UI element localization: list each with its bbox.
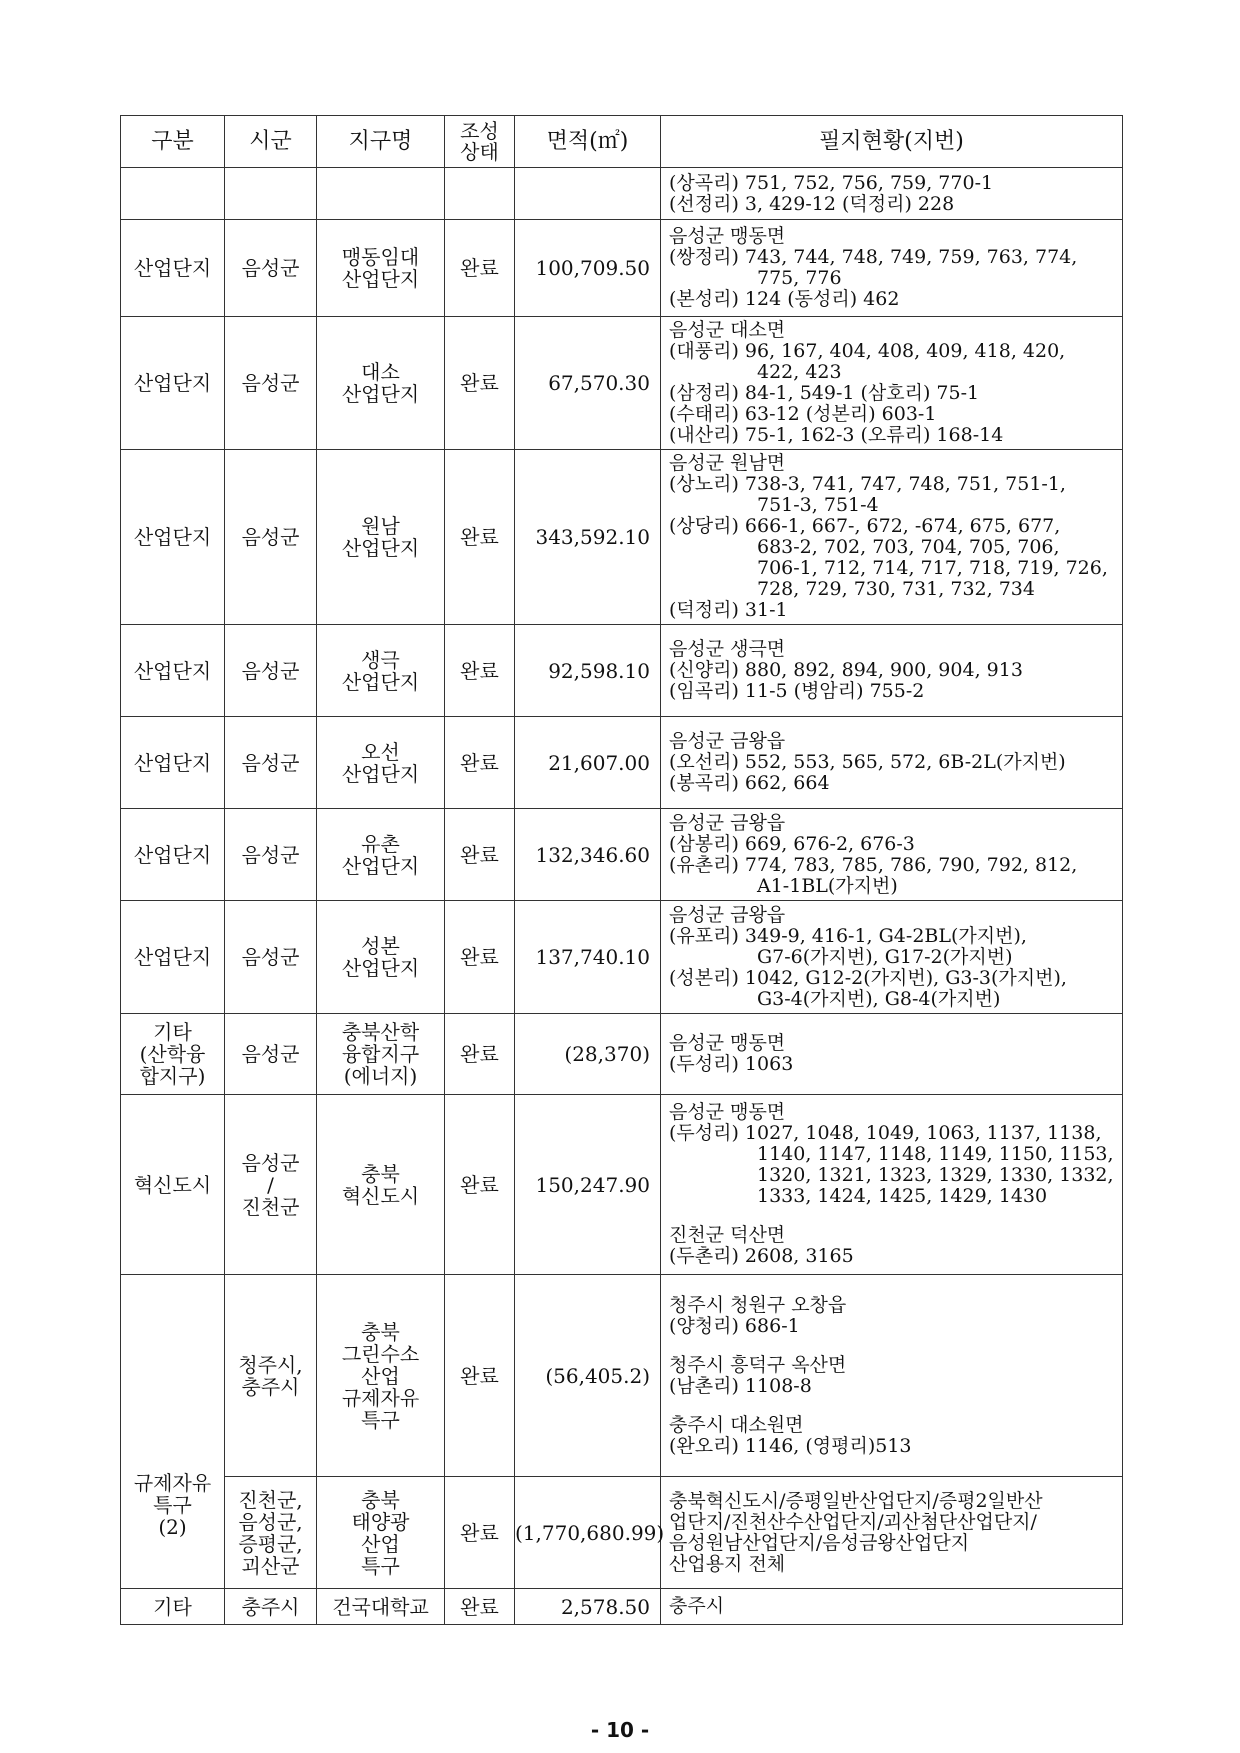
header-city: 시군 — [225, 116, 317, 168]
parcel-line — [669, 1207, 1114, 1225]
cell-district: 충북산학 융합지구 (에너지) — [317, 1014, 445, 1095]
parcel-line: (쌍정리) 743, 744, 748, 749, 759, 763, 774, — [669, 246, 1078, 268]
cell-category: 산업단지 — [121, 717, 225, 809]
cell-district: 충북 태양광 산업 특구 — [317, 1477, 445, 1589]
parcel-line: (본성리) 124 (동성리) 462 — [669, 288, 900, 310]
parcel-line: 청주시 청원구 오창읍 — [669, 1293, 847, 1316]
cell-status: 완료 — [445, 809, 515, 901]
cell-parcels — [661, 717, 1123, 809]
cell-district: 오선 산업단지 — [317, 717, 445, 809]
parcel-line: 음성군 맹동면 — [669, 1032, 786, 1054]
cell-city: 진천군, 음성군, 증평군, 괴산군 — [225, 1477, 317, 1589]
parcel-line: (두성리) 1027, 1048, 1049, 1063, 1137, 1138, — [669, 1122, 1102, 1144]
cell-category: 산업단지 — [121, 450, 225, 625]
parcel-line: 422, 423 — [757, 361, 842, 383]
parcel-line: 음성군 생극면 — [669, 638, 786, 660]
parcel-line: (완오리) 1146, (영평리)513 — [669, 1434, 912, 1457]
cell-area: (56,405.2) — [515, 1275, 661, 1477]
cell-area — [515, 168, 661, 220]
cell-parcels — [661, 1014, 1123, 1095]
cell-status: 완료 — [445, 317, 515, 450]
cell-status: 완료 — [445, 1014, 515, 1095]
cell-district: 건국대학교 — [317, 1589, 445, 1625]
parcel-line: (두촌리) 2608, 3165 — [669, 1245, 854, 1267]
cell-category: 기타 (산학융 합지구) — [121, 1014, 225, 1095]
table-row — [121, 1589, 1123, 1625]
cell-district: 충북 혁신도시 — [317, 1095, 445, 1275]
cell-parcels — [661, 450, 1123, 625]
cell-parcels — [661, 1095, 1123, 1275]
cell-status: 완료 — [445, 1095, 515, 1275]
parcel-line: 706-1, 712, 714, 717, 718, 719, 726, — [757, 557, 1108, 579]
cell-category: 기타 — [121, 1589, 225, 1625]
cell-city: 음성군 — [225, 809, 317, 901]
parcel-line: 업단지/진천산수산업단지/괴산첨단산업단지/ — [669, 1510, 1037, 1533]
cell-status: 완료 — [445, 450, 515, 625]
cell-area: 100,709.50 — [515, 220, 661, 317]
parcel-line: (상당리) 666-1, 667-, 672, -674, 675, 677, — [669, 515, 1061, 537]
table-row — [121, 809, 1123, 901]
cell-area: 150,247.90 — [515, 1095, 661, 1275]
parcel-line: 음성군 대소면 — [669, 319, 786, 341]
header-category: 구분 — [121, 116, 225, 168]
parcel-line: 청주시 흥덕구 옥산면 — [669, 1353, 847, 1376]
header-status: 조성 상태 — [445, 116, 515, 168]
cell-parcels — [661, 317, 1123, 450]
parcel-line: (봉곡리) 662, 664 — [669, 772, 830, 794]
table-row — [121, 717, 1123, 809]
cell-category: 산업단지 — [121, 809, 225, 901]
cell-area: (28,370) — [515, 1014, 661, 1095]
parcel-line: (선정리) 3, 429-12 (덕정리) 228 — [669, 192, 955, 215]
cell-parcels — [661, 809, 1123, 901]
cell-area: 137,740.10 — [515, 901, 661, 1014]
header-parcels: 필지현황(지번) — [661, 116, 1123, 168]
cell-category: 산업단지 — [121, 625, 225, 717]
cell-status: 완료 — [445, 1589, 515, 1625]
parcel-line: 진천군 덕산면 — [669, 1224, 786, 1246]
cell-parcels — [661, 625, 1123, 717]
parcel-line: G3-4(가지번), G8-4(가지번) — [757, 987, 1001, 1010]
table-row — [121, 450, 1123, 625]
cell-area: 2,578.50 — [515, 1589, 661, 1625]
parcel-line: (임곡리) 11-5 (병암리) 755-2 — [669, 680, 925, 702]
cell-area: 343,592.10 — [515, 450, 661, 625]
cell-category: 혁신도시 — [121, 1095, 225, 1275]
cell-area: 67,570.30 — [515, 317, 661, 450]
parcel-line: (삼봉리) 669, 676-2, 676-3 — [669, 832, 915, 855]
cell-city: 음성군 / 진천군 — [225, 1095, 317, 1275]
parcel-line: (신양리) 880, 892, 894, 900, 904, 913 — [669, 659, 1023, 681]
cell-city: 음성군 — [225, 901, 317, 1014]
cell-parcels — [661, 168, 1123, 220]
parcel-line: 산업용지 전체 — [669, 1552, 786, 1575]
parcel-line: 음성군 금왕읍 — [669, 903, 786, 926]
parcel-line: 음성군 금왕읍 — [669, 811, 786, 834]
cell-district: 생극 산업단지 — [317, 625, 445, 717]
parcel-line: (두성리) 1063 — [669, 1053, 794, 1075]
cell-district: 충북 그린수소 산업 규제자유 특구 — [317, 1275, 445, 1477]
cell-status: 완료 — [445, 901, 515, 1014]
cell-district — [317, 168, 445, 220]
cell-parcels — [661, 1275, 1123, 1477]
cell-area: 92,598.10 — [515, 625, 661, 717]
cell-category: 산업단지 — [121, 901, 225, 1014]
parcel-line: (남촌리) 1108-8 — [669, 1374, 812, 1397]
parcel-line — [669, 1337, 1114, 1355]
parcel-line: 음성원남산업단지/음성금왕산업단지 — [669, 1531, 970, 1554]
parcel-line: 충주시 대소원면 — [669, 1413, 804, 1436]
cell-category: 산업단지 — [121, 220, 225, 317]
parcel-line: 1333, 1424, 1425, 1429, 1430 — [757, 1185, 1048, 1207]
parcel-line: 음성군 원남면 — [669, 452, 786, 474]
table-row — [121, 168, 1123, 220]
table-row — [121, 1014, 1123, 1095]
header-district: 지구명 — [317, 116, 445, 168]
parcel-line: (유포리) 349-9, 416-1, G4-2BL(가지번), — [669, 924, 1027, 947]
parcel-line: 음성군 맹동면 — [669, 1101, 786, 1123]
parcel-line: 1320, 1321, 1323, 1329, 1330, 1332, — [757, 1164, 1114, 1186]
cell-category — [121, 168, 225, 220]
cell-city: 음성군 — [225, 1014, 317, 1095]
cell-city: 음성군 — [225, 625, 317, 717]
cell-district: 원남 산업단지 — [317, 450, 445, 625]
cell-parcels — [661, 220, 1123, 317]
table-row — [121, 1477, 1123, 1589]
cell-city: 청주시, 충주시 — [225, 1275, 317, 1477]
parcel-line: (유촌리) 774, 783, 785, 786, 790, 792, 812, — [669, 853, 1078, 876]
cell-district: 성본 산업단지 — [317, 901, 445, 1014]
cell-category: 규제자유 특구 (2) — [121, 1275, 225, 1589]
cell-status: 완료 — [445, 717, 515, 809]
cell-status — [445, 168, 515, 220]
parcel-line: 751-3, 751-4 — [757, 494, 879, 516]
cell-area: 132,346.60 — [515, 809, 661, 901]
cell-status: 완료 — [445, 1275, 515, 1477]
cell-parcels — [661, 1589, 1123, 1625]
parcel-line: 충북혁신도시/증평일반산업단지/증평2일반산 — [669, 1489, 1043, 1512]
cell-city: 음성군 — [225, 317, 317, 450]
parcel-line: (양청리) 686-1 — [669, 1314, 800, 1337]
cell-status: 완료 — [445, 1477, 515, 1589]
parcel-line: (삼정리) 84-1, 549-1 (삼호리) 75-1 — [669, 382, 980, 404]
parcel-line: (수태리) 63-12 (성본리) 603-1 — [669, 403, 937, 425]
cell-district: 대소 산업단지 — [317, 317, 445, 450]
parcel-line: (성본리) 1042, G12-2(가지번), G3-3(가지번), — [669, 966, 1067, 989]
cell-status: 완료 — [445, 220, 515, 317]
cell-area: 21,607.00 — [515, 717, 661, 809]
table-row — [121, 1095, 1123, 1275]
cell-city — [225, 168, 317, 220]
header-row — [121, 116, 1123, 168]
header-area: 면적(㎡) — [515, 116, 661, 168]
parcel-line: A1-1BL(가지번) — [757, 874, 898, 897]
cell-city: 충주시 — [225, 1589, 317, 1625]
page-number: - 10 - — [590, 1718, 650, 1742]
table-row — [121, 1275, 1123, 1477]
parcel-line — [669, 1397, 1114, 1415]
cell-city: 음성군 — [225, 450, 317, 625]
parcel-line: (덕정리) 31-1 — [669, 599, 788, 621]
cell-city: 음성군 — [225, 220, 317, 317]
parcel-line: (내산리) 75-1, 162-3 (오류리) 168-14 — [669, 424, 1004, 446]
cell-area: (1,770,680.99) — [515, 1477, 661, 1589]
table-row — [121, 317, 1123, 450]
parcel-line: 775, 776 — [757, 267, 842, 289]
parcel-line: 음성군 맹동면 — [669, 225, 786, 247]
parcel-line: G7-6(가지번), G17-2(가지번) — [757, 945, 1013, 968]
parcel-line: (상노리) 738-3, 741, 747, 748, 751, 751-1, — [669, 473, 1066, 495]
cell-district: 유촌 산업단지 — [317, 809, 445, 901]
cell-district: 맹동임대 산업단지 — [317, 220, 445, 317]
table-row — [121, 220, 1123, 317]
cell-parcels — [661, 901, 1123, 1014]
cell-city: 음성군 — [225, 717, 317, 809]
parcel-line: (오선리) 552, 553, 565, 572, 6B-2L(가지번) — [669, 751, 1066, 773]
table-row — [121, 625, 1123, 717]
table-row — [121, 901, 1123, 1014]
parcel-line: 728, 729, 730, 731, 732, 734 — [757, 578, 1035, 600]
parcel-line: 683-2, 702, 703, 704, 705, 706, — [757, 536, 1060, 558]
parcel-line: (상곡리) 751, 752, 756, 759, 770-1 — [669, 171, 994, 194]
cell-parcels — [661, 1477, 1123, 1589]
cell-category: 산업단지 — [121, 317, 225, 450]
cell-status: 완료 — [445, 625, 515, 717]
parcel-line: 음성군 금왕읍 — [669, 730, 786, 752]
parcel-line: 충주시 — [669, 1595, 725, 1617]
parcel-line: (대풍리) 96, 167, 404, 408, 409, 418, 420, — [669, 340, 1066, 362]
parcel-status-table — [120, 115, 1123, 1625]
parcel-line: 1140, 1147, 1148, 1149, 1150, 1153, — [757, 1143, 1114, 1165]
